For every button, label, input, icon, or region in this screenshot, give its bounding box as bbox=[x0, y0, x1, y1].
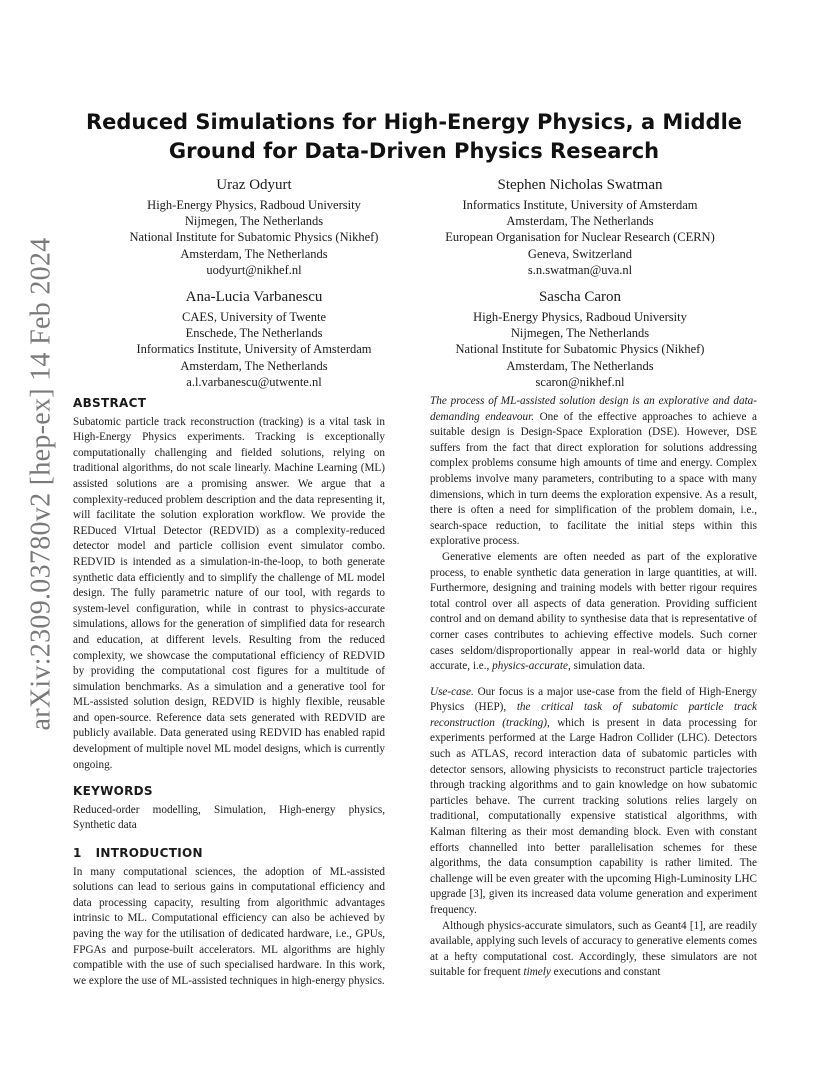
author-affiliation: European Organisation for Nuclear Research (CERN) bbox=[445, 230, 715, 245]
italic-phrase: The process of ML-assisted solution design is an explorative and data-demanding endeavour. bbox=[430, 395, 757, 423]
author-name: Sascha Caron bbox=[538, 289, 622, 305]
author-block-1 bbox=[104, 176, 404, 278]
author-affiliation: CAES, University of Twente bbox=[181, 310, 327, 324]
author-email: scaron@nikhef.nl bbox=[535, 374, 625, 389]
author-location: Enschede, The Netherlands bbox=[185, 326, 323, 341]
keywords-text: Reduced-order modelling, Simulation, High-energy physics, Synthetic data bbox=[73, 803, 385, 832]
author-block-3 bbox=[104, 288, 404, 390]
author-location: Nijmegen, The Netherlands bbox=[510, 326, 650, 341]
author-affiliation: Informatics Institute, University of Amsterdam bbox=[462, 198, 698, 212]
paragraph-text: , simulation data. bbox=[567, 660, 645, 673]
author-email: s.n.swatman@uva.nl bbox=[527, 262, 633, 277]
author-location: Amsterdam, The Netherlands bbox=[506, 214, 654, 229]
arxiv-side-stamp bbox=[20, 237, 64, 731]
paper-title: Reduced Simulations for High-Energy Physics, a Middle Ground for Data-Driven Physics Research bbox=[85, 110, 743, 163]
abstract-heading: ABSTRACT bbox=[73, 396, 147, 410]
author-affiliation: Informatics Institute, University of Amsterdam bbox=[136, 342, 372, 357]
author-block-2 bbox=[430, 176, 730, 278]
paragraph-text: , which is present in data processing for experiments performed at the Large Hadron Collider (LHC). Detectors such as ATLAS, record interaction data of subatomic particles with detector sensors, allowing physicists to reconstruct particle trajectories through tracking algorithms and to gain knowledge on how subatomic particles behave. The current tracking solutions relies largely on traditional, computationally expensive statistical algorithms, with Kalman filtering as their most demanding block. Even with constant efforts channelled into better parallelisation schemes for these algorithms, the data consumption capability is rather limited. The challenge will be even greater with the upcoming High-Luminosity LHC upgrade [3], given its increased data volume generation and experiment frequency. bbox=[430, 716, 757, 916]
abstract-text: Subatomic particle track reconstruction (tracking) is a vital task in High-Energy Physics experiments. Tracking is exceptionally computationally challenging and fielded solutions, relying on traditional algorithms, do not scale linearly. Machine Learning (ML) assisted solutions are a promising answer. We argue that a complexity-reduced problem description and the data representing it, will facilitate the solution exploration workflow. We provide the REDuced VIrtual Detector (REDVID) as a complexity-reduced detector model and particle collision event simulator combo. REDVID is intended as a simulation-in-the-loop, to both generate synthetic data efficiently and to simplify the challenge of ML model design. The fully parametric nature of our tool, with regards to system-level configuration, while in contrast to physics-accurate simulations, allows for the generation of simplified data for research and education, at different levels. Resulting from the reduced complexity, we showcase the computational efficiency of REDVID by providing the computational cost figures for a multitude of simulation benchmarks. As a simulation and a generative tool for ML-assisted solution design, REDVID is highly flexible, reusable and open-source. Reference data sets generated with REDVID are publicly available. Data generated using REDVID has enabled rapid development of multiple novel ML model designs, which is currently ongoing. bbox=[73, 415, 385, 771]
paragraph-text: Although physics-accurate simulators, such as Geant4 [1], are readily available, applying such levels of accuracy to generative elements comes at a hefty computational cost. Accordingly, these simulators are not suitable for frequent bbox=[430, 919, 757, 979]
section-heading-introduction bbox=[73, 846, 385, 862]
author-location: Amsterdam, The Netherlands bbox=[180, 358, 328, 373]
introduction-paragraph: In many computational sciences, the adoption of ML-assisted solutions can lead to serious gains in computational efficiency and data processing capacity, resulting from algorithmic advantages intrinsic to ML. Computational efficiency can also be achieved by paving the way for the utilisation of dedicated hardware, i.e., GPUs, FPGAs and purpose-built accelerators. ML algorithms are highly compatible with the use of such specialised hardware. In this work, we explore the use of ML-assisted techniques in high-energy physics. bbox=[73, 865, 385, 987]
run-in-heading: Use-case. bbox=[430, 685, 474, 698]
keywords-heading: KEYWORDS bbox=[73, 784, 153, 799]
author-location: Amsterdam, The Netherlands bbox=[506, 358, 654, 373]
author-affiliation: High-Energy Physics, Radboud University bbox=[473, 310, 687, 324]
author-affiliation: High-Energy Physics, Radboud University bbox=[147, 198, 361, 212]
author-block-4 bbox=[430, 288, 730, 390]
paragraph-text: executions and constant bbox=[550, 966, 661, 979]
author-email: uodyurt@nikhef.nl bbox=[206, 262, 302, 277]
author-email: a.l.varbanescu@utwente.nl bbox=[186, 374, 322, 389]
italic-phrase: timely bbox=[523, 966, 551, 979]
italic-phrase: the critical task of subatomic particle track reconstruction (tracking) bbox=[430, 701, 757, 729]
body-paragraph bbox=[430, 919, 757, 981]
paragraph-text: One of the effective approaches to achieve a suitable design is Design-Space Exploration (DSE). However, DSE suffers from the fact that direct exploration for solutions addressing complex problems consume high amounts of time and energy. Complex problems involve many parameters, contributing to a space with many dimensions, which in turn deems the exploration expensive. As a result, there is often a need for simplification of the problem domain, i.e., search-space reduction, to facilitate the initial steps within this explorative process. bbox=[430, 410, 757, 548]
author-location: Geneva, Switzerland bbox=[527, 246, 633, 261]
arxiv-identifier: arXiv:2309.03780v2 [hep-ex] 14 Feb 2024 bbox=[26, 237, 57, 731]
body-paragraph bbox=[430, 394, 757, 550]
author-name: Ana-Lucia Varbanescu bbox=[185, 289, 323, 305]
author-location: Nijmegen, The Netherlands bbox=[184, 214, 324, 229]
italic-phrase: physics-accurate bbox=[492, 660, 568, 673]
left-column bbox=[73, 396, 385, 989]
author-name: Uraz Odyurt bbox=[216, 177, 292, 193]
author-affiliation: National Institute for Subatomic Physics (Nikhef) bbox=[129, 230, 379, 245]
body-paragraph bbox=[430, 550, 757, 675]
section-title: INTRODUCTION bbox=[95, 846, 203, 861]
right-column bbox=[430, 394, 757, 981]
author-affiliation: National Institute for Subatomic Physics (Nikhef) bbox=[455, 342, 705, 357]
paragraph-text: Generative elements are often needed as part of the explorative process, to enable synthetic data generation in large quantities, at will. Furthermore, designing and training models with better rigour requires total control over all aspects of data generation. Providing sufficient control and on demand ability to synthesise data that is representative of corner cases contributes to achieving effective models. Such corner cases seldom/disproportionally appear in real-world data or highly accurate, i.e., bbox=[430, 550, 757, 673]
paragraph-text: Our focus is a major use-case from the field of High-Energy Physics (HEP), bbox=[430, 685, 757, 714]
author-location: Amsterdam, The Netherlands bbox=[180, 246, 328, 261]
author-name: Stephen Nicholas Swatman bbox=[497, 177, 663, 193]
section-number: 1 bbox=[73, 846, 82, 861]
use-case-paragraph bbox=[430, 685, 757, 919]
